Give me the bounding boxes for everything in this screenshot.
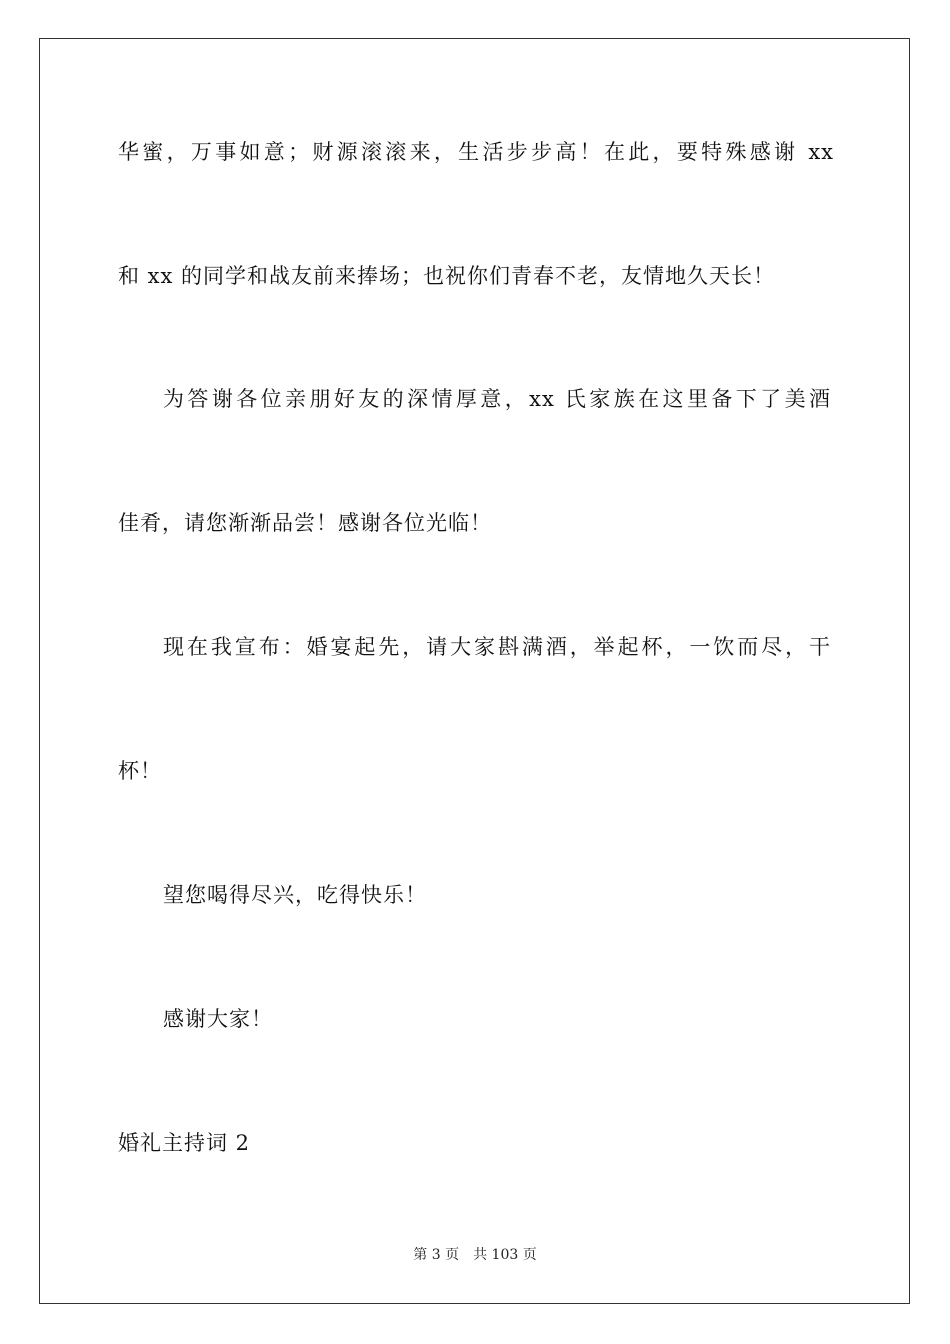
page-footer (0, 1246, 950, 1264)
body-text-line-2: 和 xx 的同学和战友前来捧场；也祝你们青春不老，友情地久天长！ (118, 264, 776, 288)
body-text-line-4: 佳肴，请您渐渐品尝！感谢各位光临！ (118, 511, 492, 535)
body-text-line-8: 感谢大家！ (163, 1007, 273, 1031)
body-text-line-3: 为答谢各位亲朋好友的深情厚意，xx 氏家族在这里备下了美酒 (163, 387, 831, 411)
section-heading: 婚礼主持词 2 (118, 1131, 251, 1155)
page-number: 第 3 页 (413, 1247, 460, 1263)
page-total: 共 103 页 (473, 1247, 537, 1263)
body-text-line-6: 杯！ (118, 759, 162, 783)
body-text-line-7: 望您喝得尽兴，吃得快乐！ (163, 883, 427, 907)
body-text-line-5: 现在我宣布：婚宴起先，请大家斟满酒，举起杯，一饮而尽，干 (163, 635, 831, 659)
page-frame (39, 38, 910, 1304)
body-text-line-1: 华蜜，万事如意；财源滚滚来，生活步步高！在此，要特殊感谢 xx (118, 140, 834, 164)
